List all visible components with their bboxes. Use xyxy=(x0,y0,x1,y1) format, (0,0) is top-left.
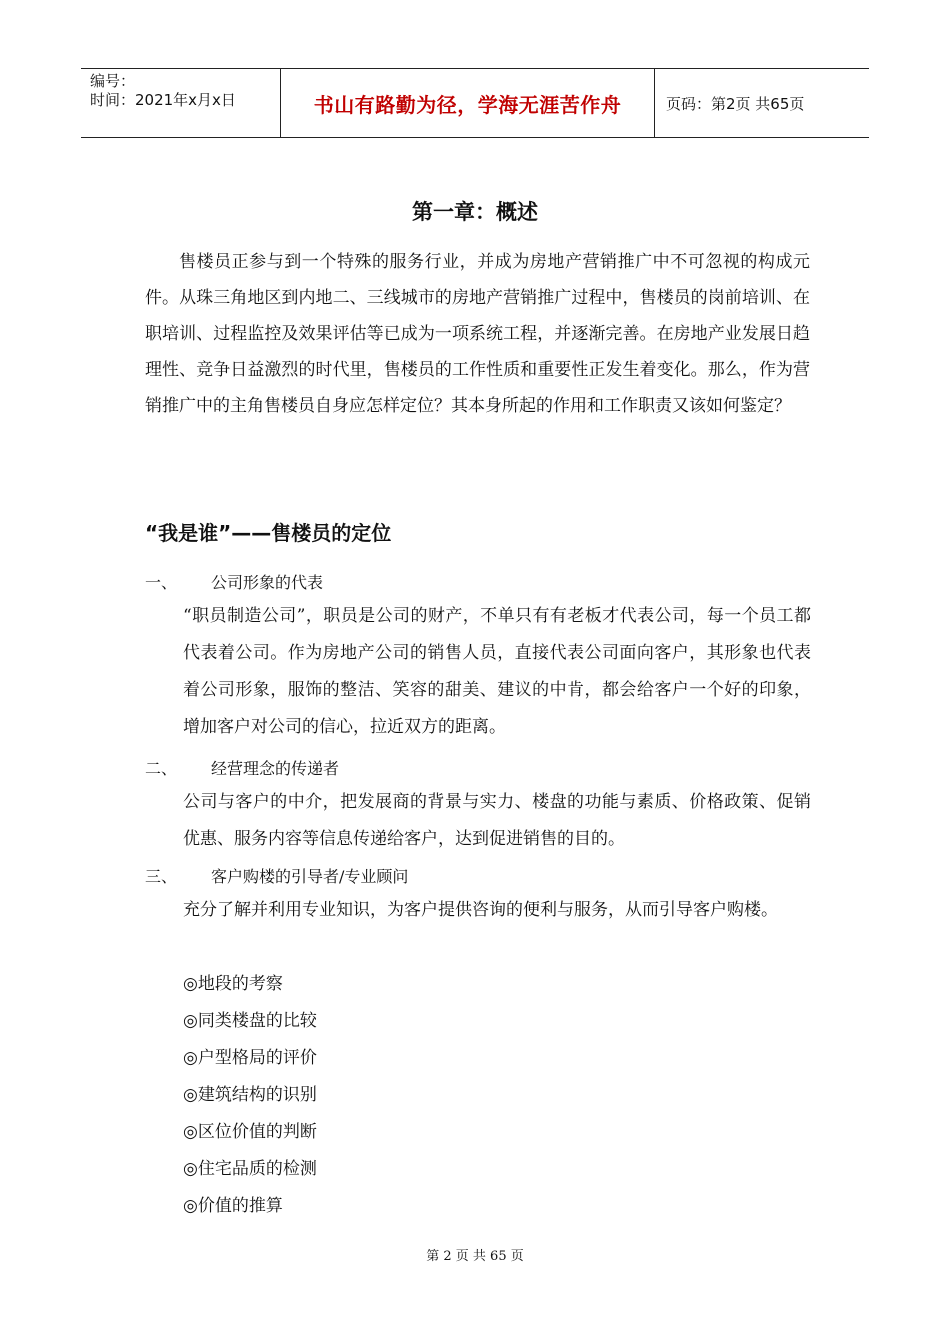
item-title: 客户购楼的引导者/专业顾问 xyxy=(211,867,409,886)
section-title: “我是谁”——售楼员的定位 xyxy=(145,521,392,545)
list-item: ◎建筑结构的识别 xyxy=(183,1085,317,1105)
page-footer: 第 2 页 共 65 页 xyxy=(426,1249,524,1264)
list-item: ◎价值的推算 xyxy=(183,1196,283,1216)
item-heading-2 xyxy=(145,756,339,779)
item-title: 经营理念的传递者 xyxy=(211,759,340,778)
header-meta xyxy=(81,69,281,137)
item-paragraph-2: 公司与客户的中介，把发展商的背景与实力、楼盘的功能与素质、价格政策、促销优惠、服务内容等信息传递给客户，达到促进销售的目的。 xyxy=(183,792,811,849)
item-heading-3 xyxy=(145,864,408,887)
list-item: ◎地段的考察 xyxy=(183,974,283,994)
page-header xyxy=(81,68,869,138)
intro-paragraph: 售楼员正参与到一个特殊的服务行业，并成为房地产营销推广中不可忽视的构成元件。从珠三角地区到内地二、三线城市的房地产营销推广过程中，售楼员的岗前培训、在职培训、过程监控及效果评估等已成为一项系统工程，并逐渐完善。在房地产业发展日趋理性、竞争日益激烈的时代里，售楼员的工作性质和重要性正发生着变化。那么，作为营销推广中的主角售楼员自身应怎样定位？其本身所起的作用和工作职责又该如何鉴定？ xyxy=(145,252,810,416)
bullet-list xyxy=(183,966,317,1225)
item-title: 公司形象的代表 xyxy=(211,573,324,592)
item-number: 一、 xyxy=(145,573,178,592)
list-item: ◎区位价值的判断 xyxy=(183,1122,317,1142)
document-date-label: 时间：2021年x月x日 xyxy=(90,91,236,109)
list-item: ◎同类楼盘的比较 xyxy=(183,1011,317,1031)
chapter-title: 第一章：概述 xyxy=(412,200,538,224)
document-number-label: 编号： xyxy=(90,72,136,90)
header-page-info: 页码：第2页 共65页 xyxy=(666,94,805,113)
item-paragraph-1: “职员制造公司”，职员是公司的财产，不单只有有老板才代表公司，每一个员工都代表着公司。作为房地产公司的销售人员，直接代表公司面向客户，其形象也代表着公司形象，服饰的整洁、笑容的甜美、建议的中肯，都会给客户一个好的印象，增加客户对公司的信心，拉近双方的距离。 xyxy=(183,606,811,737)
item-paragraph-3: 充分了解并利用专业知识，为客户提供咨询的便利与服务，从而引导客户购楼。 xyxy=(183,900,778,920)
item-number: 二、 xyxy=(145,759,178,778)
item-heading-1 xyxy=(145,570,323,593)
list-item: ◎户型格局的评价 xyxy=(183,1048,317,1068)
item-number: 三、 xyxy=(145,867,178,886)
list-item: ◎住宅品质的检测 xyxy=(183,1159,317,1179)
header-motto: 书山有路勤为径，学海无涯苦作舟 xyxy=(281,69,655,137)
